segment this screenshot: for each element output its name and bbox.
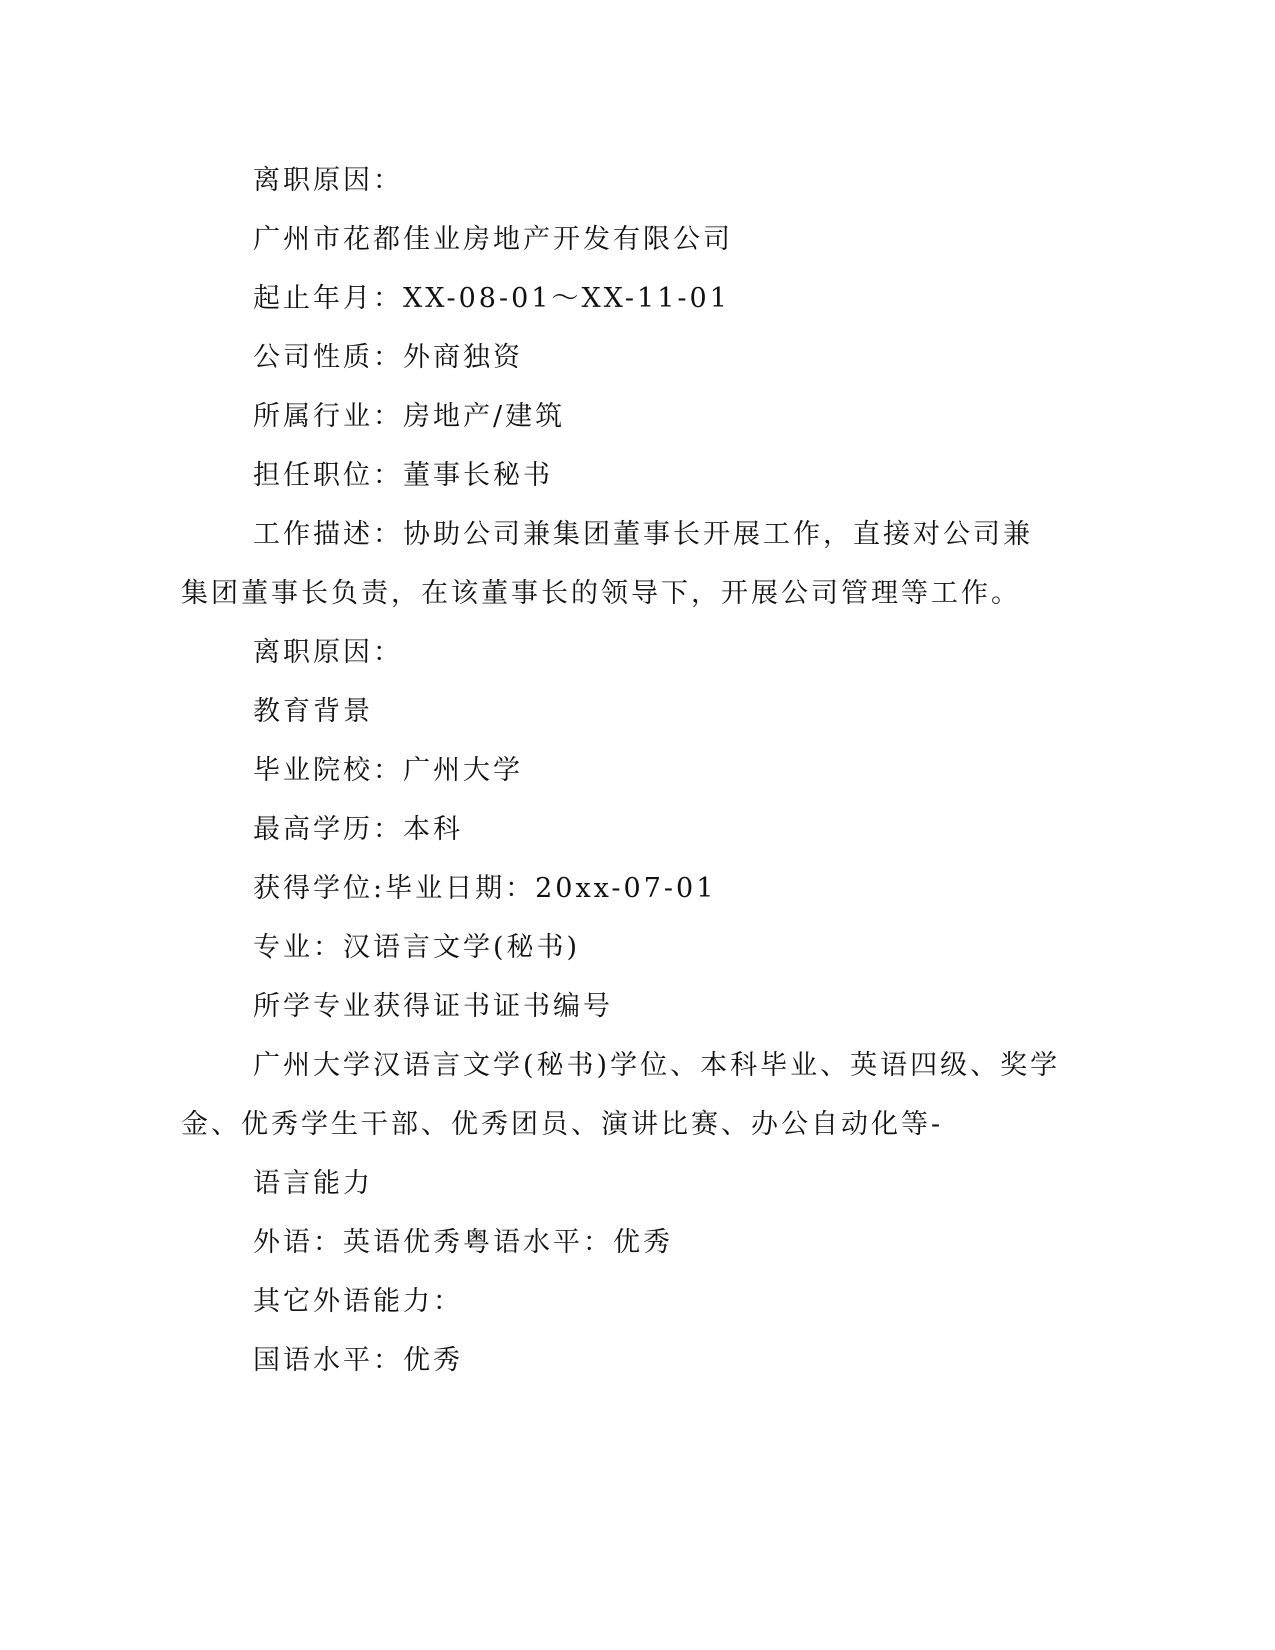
mandarin-level: 国语水平：优秀 bbox=[253, 1345, 463, 1376]
foreign-language: 外语：英语优秀粤语水平：优秀 bbox=[253, 1227, 673, 1258]
leave-reason-2: 离职原因： bbox=[253, 637, 403, 668]
employment-period: 起止年月：XX-08-01～XX-11-01 bbox=[253, 283, 730, 314]
leave-reason-1: 离职原因： bbox=[253, 165, 403, 196]
major: 专业：汉语言文学(秘书) bbox=[253, 932, 581, 963]
graduate-school: 毕业院校：广州大学 bbox=[253, 755, 523, 786]
job-description: 工作描述：协助公司兼集团董事长开展工作，直接对公司兼集团董事长负责，在该董事长的领导下，开展公司管理等工作。 bbox=[181, 519, 1033, 609]
other-languages: 其它外语能力： bbox=[253, 1286, 463, 1317]
company-name: 广州市花都佳业房地产开发有限公司 bbox=[253, 224, 733, 255]
document-body bbox=[181, 151, 1061, 1390]
degree-graduation-date: 获得学位:毕业日期：20xx-07-01 bbox=[253, 873, 717, 904]
certificates-list: 广州大学汉语言文学(秘书)学位、本科毕业、英语四级、奖学金、优秀学生干部、优秀团员、演讲比赛、办公自动化等- bbox=[181, 1050, 1061, 1140]
certificates-heading: 所学专业获得证书证书编号 bbox=[253, 991, 613, 1022]
highest-degree: 最高学历：本科 bbox=[253, 814, 463, 845]
education-heading: 教育背景 bbox=[253, 696, 373, 727]
company-type: 公司性质：外商独资 bbox=[253, 342, 523, 373]
position: 担任职位：董事长秘书 bbox=[253, 460, 553, 491]
language-heading: 语言能力 bbox=[253, 1168, 373, 1199]
industry: 所属行业：房地产/建筑 bbox=[253, 401, 566, 432]
